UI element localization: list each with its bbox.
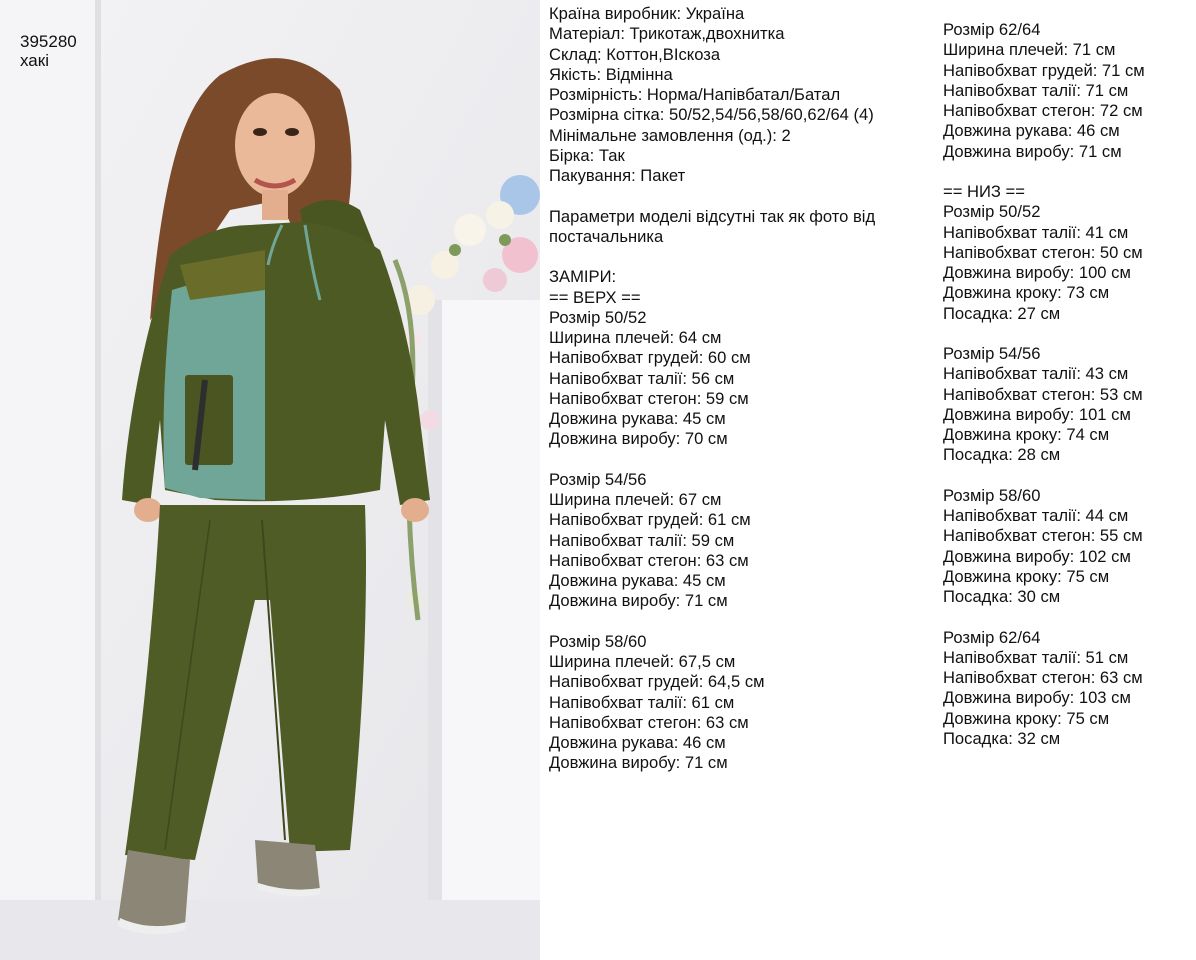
note-line: Параметри моделі відсутні так як фото від: [549, 206, 876, 226]
param-line: Напівобхват грудей: 64,5 см: [549, 672, 765, 692]
param-line: Напівобхват талії: 51 см: [943, 647, 1129, 667]
param-line: Напівобхват грудей: 61 см: [549, 510, 751, 530]
param-line: Напівобхват стегон: 50 см: [943, 242, 1143, 262]
description-column-2: [943, 20, 1145, 749]
size-heading: Розмір 54/56: [943, 344, 1041, 363]
param-line: Довжина рукава: 45 см: [549, 409, 726, 428]
param-line: Довжина виробу: 103 см: [943, 688, 1131, 708]
param-line: Довжина виробу: 71 см: [549, 753, 728, 773]
param-line: Ширина плечей: 67,5 см: [549, 652, 736, 671]
param-line: Довжина рукава: 46 см: [943, 121, 1120, 141]
note-line: постачальника: [549, 226, 664, 246]
param-line: Напівобхват стегон: 55 см: [943, 526, 1143, 546]
param-line: Напівобхват талії: 61 см: [549, 692, 735, 712]
size-heading: Розмір 50/52: [943, 202, 1041, 222]
param-line: Ширина плечей: 67 см: [549, 490, 722, 509]
param-line: Довжина кроку: 73 см: [943, 283, 1110, 303]
param-line: Посадка: 32 см: [943, 728, 1061, 748]
size-heading: Розмір 58/60: [549, 631, 647, 651]
info-line: Матеріал: Трикотаж,двохнитка: [549, 24, 785, 44]
measures-title: ЗАМІРИ:: [549, 267, 617, 287]
param-line: Довжина кроку: 75 см: [943, 566, 1110, 586]
size-heading: Розмір 62/64: [943, 627, 1041, 647]
param-line: Напівобхват стегон: 63 см: [943, 668, 1143, 687]
info-line: Пакування: Пакет: [549, 166, 686, 185]
bottom-section-title: == НИЗ ==: [943, 182, 1025, 201]
article-code: 395280: [20, 32, 77, 51]
info-line: Країна виробник: Україна: [549, 4, 745, 23]
param-line: Напівобхват грудей: 60 см: [549, 348, 751, 368]
size-heading: Розмір 58/60: [943, 485, 1041, 505]
param-line: Напівобхват талії: 43 см: [943, 364, 1129, 384]
param-line: Довжина виробу: 71 см: [549, 591, 728, 611]
param-line: Посадка: 27 см: [943, 303, 1061, 323]
param-line: Посадка: 28 см: [943, 445, 1061, 465]
description-column-1: [549, 4, 875, 774]
param-line: Ширина плечей: 71 см: [943, 40, 1116, 60]
param-line: Посадка: 30 см: [943, 587, 1061, 606]
info-line: Мінімальне замовлення (од.): 2: [549, 125, 791, 145]
size-heading: Розмір 54/56: [549, 469, 647, 489]
info-line: Розмірна сітка: 50/52,54/56,58/60,62/64 (4): [549, 105, 874, 125]
param-line: Напівобхват грудей: 71 см: [943, 60, 1145, 80]
top-section-title: == ВЕРХ ==: [549, 287, 641, 307]
param-line: Напівобхват стегон: 63 см: [549, 712, 749, 732]
param-line: Напівобхват стегон: 53 см: [943, 384, 1143, 404]
size-heading: Розмір 62/64: [943, 20, 1041, 39]
model-illustration: [0, 0, 540, 960]
param-line: Довжина виробу: 71 см: [943, 141, 1122, 161]
info-line: Склад: Коттон,ВIскоза: [549, 44, 721, 64]
info-line: Якість: Відмінна: [549, 64, 673, 84]
param-line: Довжина кроку: 75 см: [943, 708, 1110, 728]
param-line: Довжина виробу: 101 см: [943, 404, 1131, 424]
size-heading: Розмір 50/52: [549, 307, 647, 327]
param-line: Довжина рукава: 45 см: [549, 571, 726, 590]
param-line: Ширина плечей: 64 см: [549, 328, 722, 347]
param-line: Напівобхват талії: 41 см: [943, 222, 1129, 242]
param-line: Довжина кроку: 74 см: [943, 425, 1110, 444]
param-line: Напівобхват талії: 59 см: [549, 530, 735, 550]
product-photo: [0, 0, 540, 960]
info-line: Розмірність: Норма/Напівбатал/Батал: [549, 85, 841, 104]
param-line: Напівобхват талії: 71 см: [943, 80, 1129, 100]
param-line: Довжина виробу: 102 см: [943, 546, 1131, 566]
info-line: Бірка: Так: [549, 145, 625, 165]
param-line: Напівобхват стегон: 63 см: [549, 550, 749, 570]
param-line: Напівобхват талії: 44 см: [943, 506, 1129, 525]
color-label: хакі: [20, 51, 49, 70]
param-line: Довжина виробу: 70 см: [549, 429, 728, 449]
param-line: Довжина виробу: 100 см: [943, 263, 1131, 282]
param-line: Напівобхват стегон: 59 см: [549, 388, 749, 408]
param-line: Напівобхват талії: 56 см: [549, 368, 735, 388]
param-line: Довжина рукава: 46 см: [549, 733, 726, 752]
param-line: Напівобхват стегон: 72 см: [943, 101, 1143, 120]
